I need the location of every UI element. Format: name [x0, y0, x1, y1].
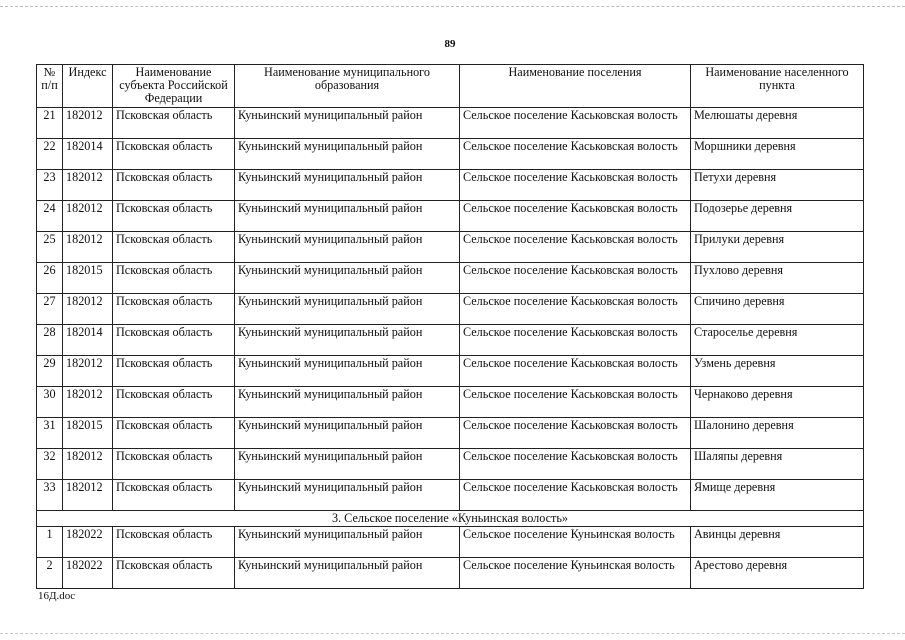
cell-index: 182012	[63, 294, 113, 325]
table-row	[37, 418, 864, 449]
cell-subject: Псковская область	[113, 232, 235, 263]
cell-municipality: Куньинский муниципальный район	[235, 263, 460, 294]
table-row	[37, 108, 864, 139]
table-row	[37, 232, 864, 263]
cell-number: 2	[37, 558, 63, 589]
cell-municipality: Куньинский муниципальный район	[235, 387, 460, 418]
header-settlement: Наименование поселения	[460, 65, 691, 108]
scan-border-bottom	[0, 633, 905, 634]
cell-subject: Псковская область	[113, 480, 235, 511]
cell-index: 182014	[63, 139, 113, 170]
cell-subject: Псковская область	[113, 294, 235, 325]
cell-number: 29	[37, 356, 63, 387]
cell-locality: Узмень деревня	[691, 356, 864, 387]
cell-index: 182012	[63, 201, 113, 232]
cell-municipality: Куньинский муниципальный район	[235, 325, 460, 356]
cell-locality: Спичино деревня	[691, 294, 864, 325]
table-row	[37, 201, 864, 232]
cell-index: 182012	[63, 232, 113, 263]
cell-settlement: Сельское поселение Каськовская волость	[460, 356, 691, 387]
header-number: № п/п	[37, 65, 63, 108]
cell-settlement: Сельское поселение Каськовская волость	[460, 387, 691, 418]
cell-settlement: Сельское поселение Каськовская волость	[460, 139, 691, 170]
cell-subject: Псковская область	[113, 139, 235, 170]
cell-subject: Псковская область	[113, 108, 235, 139]
cell-settlement: Сельское поселение Каськовская волость	[460, 170, 691, 201]
cell-settlement: Сельское поселение Каськовская волость	[460, 480, 691, 511]
cell-locality: Мелюшаты деревня	[691, 108, 864, 139]
table-body-kaskovskaya	[37, 108, 864, 511]
cell-subject: Псковская область	[113, 418, 235, 449]
cell-number: 32	[37, 449, 63, 480]
cell-number: 1	[37, 527, 63, 558]
cell-number: 28	[37, 325, 63, 356]
cell-locality: Арестово деревня	[691, 558, 864, 589]
cell-locality: Авинцы деревня	[691, 527, 864, 558]
cell-number: 31	[37, 418, 63, 449]
cell-settlement: Сельское поселение Каськовская волость	[460, 108, 691, 139]
table-row	[37, 387, 864, 418]
cell-municipality: Куньинский муниципальный район	[235, 356, 460, 387]
cell-subject: Псковская область	[113, 527, 235, 558]
cell-municipality: Куньинский муниципальный район	[235, 449, 460, 480]
cell-municipality: Куньинский муниципальный район	[235, 170, 460, 201]
table-row	[37, 170, 864, 201]
table-row	[37, 356, 864, 387]
cell-settlement: Сельское поселение Каськовская волость	[460, 294, 691, 325]
cell-municipality: Куньинский муниципальный район	[235, 108, 460, 139]
cell-subject: Псковская область	[113, 558, 235, 589]
table-section	[37, 511, 864, 527]
cell-settlement: Сельское поселение Каськовская волость	[460, 201, 691, 232]
cell-index: 182012	[63, 449, 113, 480]
cell-index: 182014	[63, 325, 113, 356]
cell-subject: Псковская область	[113, 449, 235, 480]
table-header-row	[37, 65, 864, 108]
cell-locality: Пухлово деревня	[691, 263, 864, 294]
cell-settlement: Сельское поселение Каськовская волость	[460, 325, 691, 356]
cell-index: 182022	[63, 527, 113, 558]
cell-subject: Псковская область	[113, 170, 235, 201]
cell-index: 182012	[63, 108, 113, 139]
cell-municipality: Куньинский муниципальный район	[235, 201, 460, 232]
cell-number: 33	[37, 480, 63, 511]
settlements-table	[36, 64, 864, 589]
scan-border-top	[0, 6, 905, 7]
table-row	[37, 263, 864, 294]
cell-municipality: Куньинский муниципальный район	[235, 139, 460, 170]
cell-municipality: Куньинский муниципальный район	[235, 294, 460, 325]
cell-locality: Подозерье деревня	[691, 201, 864, 232]
header-index: Индекс	[63, 65, 113, 108]
cell-index: 182015	[63, 418, 113, 449]
cell-number: 21	[37, 108, 63, 139]
header-locality: Наименование населенного пункта	[691, 65, 864, 108]
cell-locality: Ямище деревня	[691, 480, 864, 511]
cell-subject: Псковская область	[113, 263, 235, 294]
cell-settlement: Сельское поселение Каськовская волость	[460, 232, 691, 263]
cell-municipality: Куньинский муниципальный район	[235, 527, 460, 558]
cell-number: 30	[37, 387, 63, 418]
cell-index: 182022	[63, 558, 113, 589]
header-subject: Наименование субъекта Российской Федерации	[113, 65, 235, 108]
section-row	[37, 511, 864, 527]
cell-subject: Псковская область	[113, 325, 235, 356]
cell-subject: Псковская область	[113, 201, 235, 232]
table-row	[37, 139, 864, 170]
cell-locality: Чернаково деревня	[691, 387, 864, 418]
page-number: 89	[444, 38, 456, 50]
cell-municipality: Куньинский муниципальный район	[235, 232, 460, 263]
cell-number: 24	[37, 201, 63, 232]
cell-settlement: Сельское поселение Куньинская волость	[460, 558, 691, 589]
table-row	[37, 527, 864, 558]
cell-settlement: Сельское поселение Куньинская волость	[460, 527, 691, 558]
cell-number: 25	[37, 232, 63, 263]
cell-number: 26	[37, 263, 63, 294]
cell-locality: Староселье деревня	[691, 325, 864, 356]
cell-index: 182015	[63, 263, 113, 294]
cell-locality: Прилуки деревня	[691, 232, 864, 263]
cell-locality: Моршники деревня	[691, 139, 864, 170]
cell-index: 182012	[63, 387, 113, 418]
cell-index: 182012	[63, 170, 113, 201]
cell-index: 182012	[63, 480, 113, 511]
cell-municipality: Куньинский муниципальный район	[235, 418, 460, 449]
cell-index: 182012	[63, 356, 113, 387]
cell-settlement: Сельское поселение Каськовская волость	[460, 418, 691, 449]
table-body-kuninskaya	[37, 527, 864, 589]
cell-settlement: Сельское поселение Каськовская волость	[460, 449, 691, 480]
table-row	[37, 558, 864, 589]
table-row	[37, 294, 864, 325]
cell-municipality: Куньинский муниципальный район	[235, 558, 460, 589]
header-municipality: Наименование муниципального образования	[235, 65, 460, 108]
cell-locality: Шаляпы деревня	[691, 449, 864, 480]
file-name-footer: 16Д.doc	[38, 590, 76, 602]
cell-subject: Псковская область	[113, 387, 235, 418]
table-row	[37, 449, 864, 480]
cell-locality: Шалонино деревня	[691, 418, 864, 449]
cell-locality: Петухи деревня	[691, 170, 864, 201]
cell-subject: Псковская область	[113, 356, 235, 387]
cell-number: 22	[37, 139, 63, 170]
table-row	[37, 325, 864, 356]
cell-municipality: Куньинский муниципальный район	[235, 480, 460, 511]
cell-number: 27	[37, 294, 63, 325]
table-row	[37, 480, 864, 511]
cell-settlement: Сельское поселение Каськовская волость	[460, 263, 691, 294]
section-title: 3. Сельское поселение «Куньинская волость»	[37, 511, 864, 527]
cell-number: 23	[37, 170, 63, 201]
